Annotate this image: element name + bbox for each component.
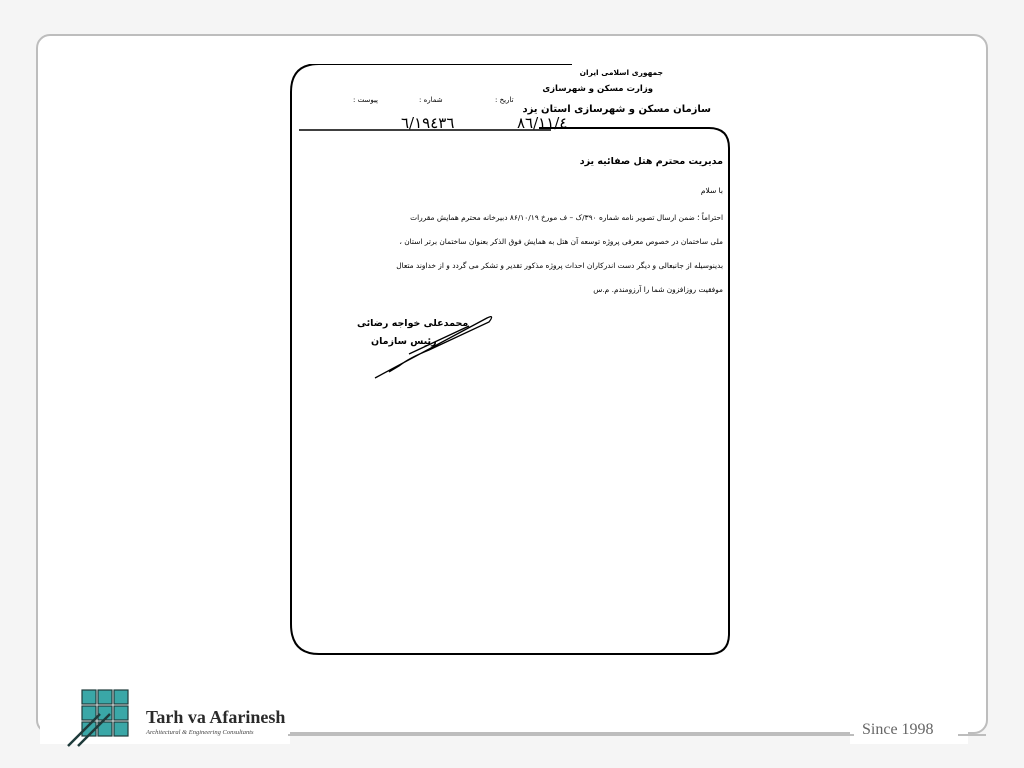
letterhead-line-1: جمهوری اسلامی ایران — [579, 68, 663, 77]
number-label: شماره : — [419, 96, 443, 104]
letter-border — [289, 64, 731, 658]
letter-body — [313, 206, 723, 302]
body-line: موفقیت روزافزون شما را آرزومندم. م.س — [593, 285, 723, 294]
handwritten-letter-date: ٨٦/١١/٤ — [517, 114, 568, 132]
letter-document — [289, 64, 731, 658]
footer-rule — [958, 734, 986, 736]
body-line: بدینوسیله از جانبعالی و دیگر دست اندرکاران احداث پروژه مذکور تقدیر و تشکر می گردد و از خداوند متعال — [396, 261, 723, 270]
body-line: ملی ساختمان در خصوص معرفی پروژه توسعه آن هتل به همایش فوق الذکر بعنوان ساختمان برتر استان ، — [399, 237, 723, 246]
date-label: تاریخ : — [495, 96, 514, 104]
footer-rule — [288, 734, 854, 736]
greeting: با سلام — [700, 186, 723, 195]
company-name: Tarh va Afarinesh — [146, 707, 286, 727]
attachment-label: پیوست : — [353, 96, 378, 104]
signatory-name: محمدعلی خواجه رضائی — [357, 318, 469, 329]
addressee: مدیریت محترم هتل صفائیه یزد — [579, 156, 723, 167]
letterhead-line-2: وزارت مسکن و شهرسازی — [542, 84, 653, 94]
since-year: Since 1998 — [862, 721, 934, 738]
body-line: احتراماً ؛ ضمن ارسال تصویر نامه شماره ۳۹۰/ک – ف مورخ ۸۶/۱۰/۱۹ دبیرخانه محترم همایش مقررات — [410, 213, 723, 222]
handwritten-letter-number: ٦/١٩٤٣٦ — [401, 114, 455, 132]
company-tagline: Architectural & Engineering Consultants — [146, 729, 254, 736]
company-logo — [66, 688, 130, 748]
signatory-title: رئیس سازمان — [371, 336, 437, 347]
letterhead-line-3: سازمان مسکن و شهرسازی استان یزد — [522, 104, 711, 115]
